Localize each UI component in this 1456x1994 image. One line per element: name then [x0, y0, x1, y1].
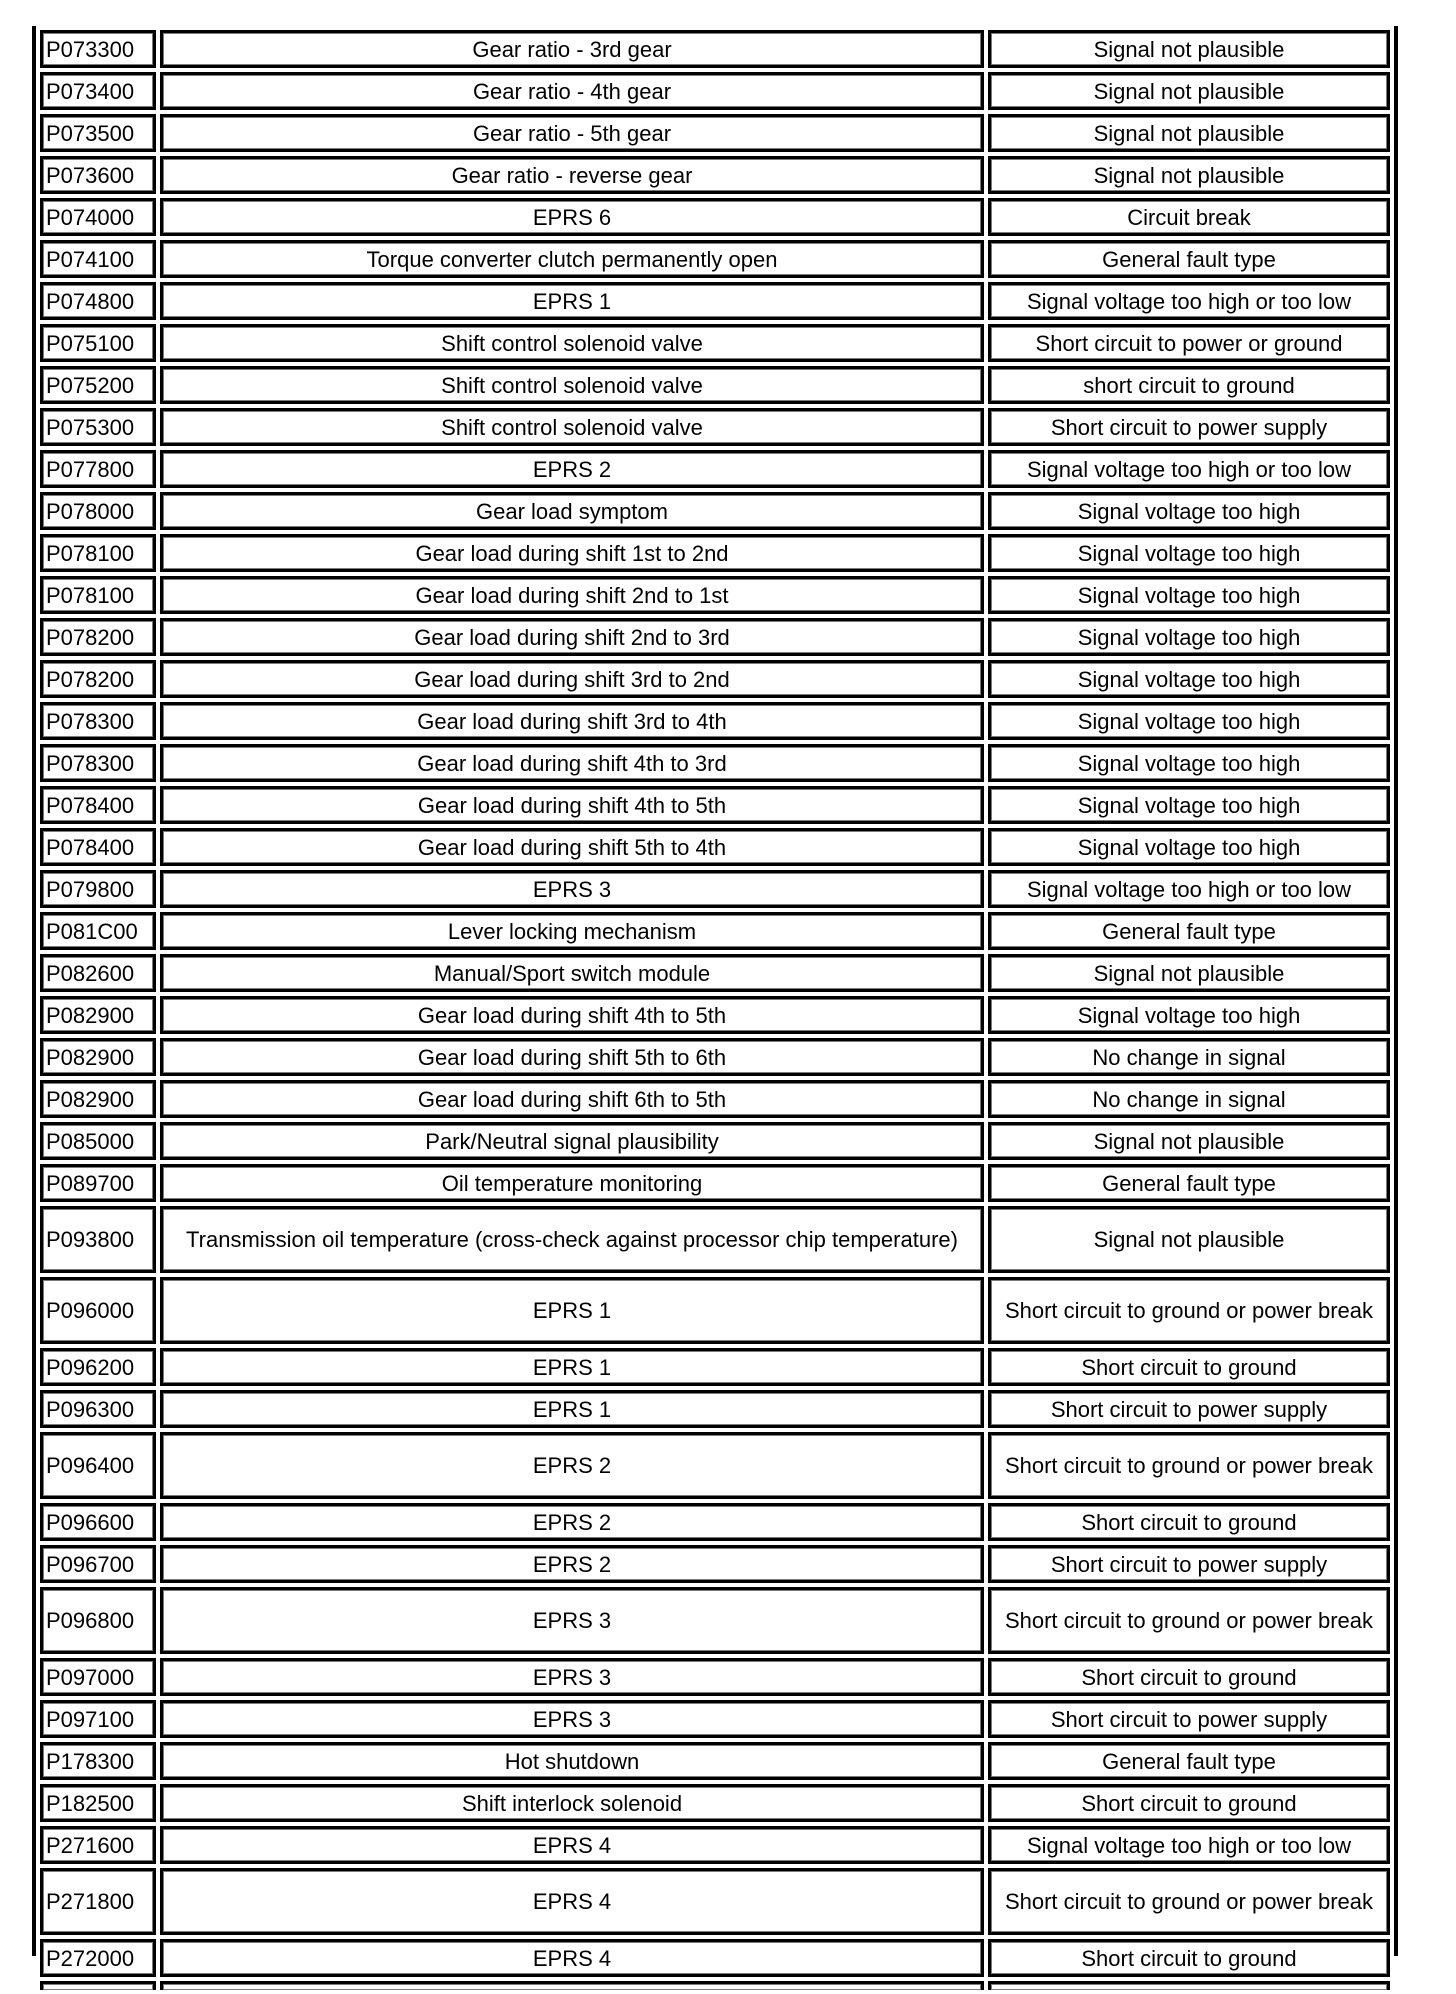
- component-cell: Gear load during shift 3rd to 2nd: [160, 660, 984, 698]
- component-cell: EPRS 3: [160, 1587, 984, 1654]
- dtc-code-cell: P073600: [40, 156, 156, 194]
- component-cell: Manual/Sport switch module: [160, 954, 984, 992]
- table-row: [40, 912, 1390, 950]
- fault-type-cell: Signal voltage too high: [988, 828, 1390, 866]
- component-cell: Transmission oil temperature (cross-check against processor chip temperature): [160, 1206, 984, 1273]
- dtc-code-cell: P073300: [40, 30, 156, 68]
- dtc-code-cell: P078000: [40, 492, 156, 530]
- dtc-code-cell: P096600: [40, 1503, 156, 1541]
- component-cell: Gear load during shift 4th to 5th: [160, 786, 984, 824]
- dtc-code-cell: P074100: [40, 240, 156, 278]
- fault-type-cell: Short circuit to power or ground: [988, 324, 1390, 362]
- fault-type-cell: Short circuit to ground or power break: [988, 1277, 1390, 1344]
- dtc-code-cell: P078300: [40, 744, 156, 782]
- component-cell: Gear ratio - 3rd gear: [160, 30, 984, 68]
- table-row: [40, 324, 1390, 362]
- component-cell: Shift control solenoid valve: [160, 408, 984, 446]
- component-cell: EPRS 4: [160, 1826, 984, 1864]
- dtc-code-cell: P074800: [40, 282, 156, 320]
- component-cell: EPRS 2: [160, 1545, 984, 1583]
- component-cell: EPRS 1: [160, 1348, 984, 1386]
- fault-type-cell: Signal voltage too high: [988, 534, 1390, 572]
- table-row: [40, 1432, 1390, 1499]
- component-cell: Shift control solenoid valve: [160, 366, 984, 404]
- table-row: [40, 1038, 1390, 1076]
- dtc-code-cell: P074000: [40, 198, 156, 236]
- component-cell: EPRS 4: [160, 1868, 984, 1935]
- table-row: [40, 1658, 1390, 1696]
- table-row: [40, 450, 1390, 488]
- component-cell: Shift control solenoid valve: [160, 324, 984, 362]
- dtc-code-cell: P182500: [40, 1784, 156, 1822]
- component-cell: EPRS 3: [160, 870, 984, 908]
- component-cell: Gear load during shift 4th to 5th: [160, 996, 984, 1034]
- fault-type-cell: Signal voltage too high: [988, 702, 1390, 740]
- fault-type-cell: Signal not plausible: [988, 114, 1390, 152]
- component-cell: Gear load during shift 2nd to 3rd: [160, 618, 984, 656]
- component-cell: Gear load during shift 5th to 6th: [160, 1038, 984, 1076]
- table-row-continued: [40, 1981, 1390, 1990]
- dtc-code-cell: P178300: [40, 1742, 156, 1780]
- table-row: [40, 618, 1390, 656]
- dtc-code-cell: P271600: [40, 1826, 156, 1864]
- dtc-code-cell: P096200: [40, 1348, 156, 1386]
- dtc-code-cell: P078200: [40, 660, 156, 698]
- fault-type-cell: Short circuit to ground or power break: [988, 1587, 1390, 1654]
- fault-type-cell: Short circuit to ground: [988, 1503, 1390, 1541]
- fault-type-cell: No change in signal: [988, 1080, 1390, 1118]
- fault-type-cell: General fault type: [988, 1742, 1390, 1780]
- fault-type-cell: Signal voltage too high: [988, 618, 1390, 656]
- component-cell: EPRS 1: [160, 1277, 984, 1344]
- dtc-code-cell: P077800: [40, 450, 156, 488]
- table-row: [40, 1939, 1390, 1977]
- table-row: [40, 1164, 1390, 1202]
- fault-type-cell: Short circuit to power supply: [988, 1390, 1390, 1428]
- dtc-code-cell: P078100: [40, 534, 156, 572]
- table-row: [40, 30, 1390, 68]
- component-cell: Gear load during shift 1st to 2nd: [160, 534, 984, 572]
- fault-type-cell: Short circuit to ground: [988, 1939, 1390, 1977]
- component-cell: Park/Neutral signal plausibility: [160, 1122, 984, 1160]
- table-row: [40, 240, 1390, 278]
- dtc-code-cell: P096800: [40, 1587, 156, 1654]
- fault-type-cell: Signal voltage too high: [988, 576, 1390, 614]
- dtc-code-cell: P271800: [40, 1868, 156, 1935]
- table-row: [40, 492, 1390, 530]
- table-row: [40, 408, 1390, 446]
- table-row: [40, 1277, 1390, 1344]
- table-row: [40, 534, 1390, 572]
- table-row: [40, 744, 1390, 782]
- table-row: [40, 198, 1390, 236]
- fault-type-cell: Signal not plausible: [988, 1206, 1390, 1273]
- continued-cell: [40, 1981, 156, 1990]
- fault-type-cell: General fault type: [988, 1164, 1390, 1202]
- dtc-code-cell: P073400: [40, 72, 156, 110]
- fault-type-cell: Signal not plausible: [988, 1122, 1390, 1160]
- fault-type-cell: General fault type: [988, 240, 1390, 278]
- dtc-code-cell: P075100: [40, 324, 156, 362]
- component-cell: Gear ratio - reverse gear: [160, 156, 984, 194]
- component-cell: EPRS 2: [160, 450, 984, 488]
- table-row: [40, 1784, 1390, 1822]
- component-cell: EPRS 1: [160, 1390, 984, 1428]
- component-cell: Gear ratio - 4th gear: [160, 72, 984, 110]
- component-cell: Torque converter clutch permanently open: [160, 240, 984, 278]
- table-row: [40, 702, 1390, 740]
- dtc-code-cell: P272000: [40, 1939, 156, 1977]
- dtc-code-cell: P093800: [40, 1206, 156, 1273]
- component-cell: EPRS 3: [160, 1658, 984, 1696]
- component-cell: EPRS 3: [160, 1700, 984, 1738]
- dtc-code-cell: P075300: [40, 408, 156, 446]
- fault-type-cell: Short circuit to power supply: [988, 408, 1390, 446]
- table-row: [40, 660, 1390, 698]
- fault-type-cell: Signal not plausible: [988, 954, 1390, 992]
- fault-type-cell: Signal voltage too high or too low: [988, 282, 1390, 320]
- component-cell: EPRS 6: [160, 198, 984, 236]
- fault-type-cell: Short circuit to ground: [988, 1348, 1390, 1386]
- table-row: [40, 1868, 1390, 1935]
- table-row: [40, 1390, 1390, 1428]
- dtc-code-cell: P078400: [40, 828, 156, 866]
- dtc-code-cell: P082600: [40, 954, 156, 992]
- table-row: [40, 1545, 1390, 1583]
- fault-type-cell: Signal voltage too high: [988, 660, 1390, 698]
- fault-type-cell: short circuit to ground: [988, 366, 1390, 404]
- fault-type-cell: Signal voltage too high: [988, 996, 1390, 1034]
- fault-type-cell: Signal voltage too high or too low: [988, 870, 1390, 908]
- component-cell: Gear load during shift 3rd to 4th: [160, 702, 984, 740]
- dtc-code-cell: P096300: [40, 1390, 156, 1428]
- component-cell: Gear load symptom: [160, 492, 984, 530]
- dtc-code-cell: P082900: [40, 1038, 156, 1076]
- table-row: [40, 1348, 1390, 1386]
- dtc-table: [36, 26, 1394, 1994]
- dtc-code-cell: P096000: [40, 1277, 156, 1344]
- table-row: [40, 1503, 1390, 1541]
- table-row: [40, 1206, 1390, 1273]
- fault-type-cell: Short circuit to ground: [988, 1784, 1390, 1822]
- dtc-code-cell: P082900: [40, 996, 156, 1034]
- fault-type-cell: Short circuit to ground or power break: [988, 1432, 1390, 1499]
- component-cell: Gear ratio - 5th gear: [160, 114, 984, 152]
- dtc-code-cell: P096400: [40, 1432, 156, 1499]
- continued-cell: [160, 1981, 984, 1990]
- component-cell: Gear load during shift 4th to 3rd: [160, 744, 984, 782]
- fault-type-cell: Short circuit to power supply: [988, 1545, 1390, 1583]
- component-cell: EPRS 1: [160, 282, 984, 320]
- fault-type-cell: Signal voltage too high: [988, 786, 1390, 824]
- dtc-code-cell: P089700: [40, 1164, 156, 1202]
- table-row: [40, 1826, 1390, 1864]
- component-cell: Gear load during shift 6th to 5th: [160, 1080, 984, 1118]
- component-cell: EPRS 4: [160, 1939, 984, 1977]
- component-cell: EPRS 2: [160, 1503, 984, 1541]
- component-cell: Hot shutdown: [160, 1742, 984, 1780]
- dtc-code-cell: P082900: [40, 1080, 156, 1118]
- table-row: [40, 1080, 1390, 1118]
- dtc-code-cell: P081C00: [40, 912, 156, 950]
- component-cell: Gear load during shift 2nd to 1st: [160, 576, 984, 614]
- table-row: [40, 1742, 1390, 1780]
- fault-type-cell: Short circuit to ground: [988, 1658, 1390, 1696]
- dtc-code-cell: P078400: [40, 786, 156, 824]
- component-cell: Oil temperature monitoring: [160, 1164, 984, 1202]
- fault-type-cell: Signal not plausible: [988, 72, 1390, 110]
- table-row: [40, 1587, 1390, 1654]
- dtc-code-cell: P078300: [40, 702, 156, 740]
- dtc-code-cell: P075200: [40, 366, 156, 404]
- continued-cell: [988, 1981, 1390, 1990]
- table-row: [40, 72, 1390, 110]
- table-row: [40, 366, 1390, 404]
- fault-type-cell: General fault type: [988, 912, 1390, 950]
- dtc-code-cell: P085000: [40, 1122, 156, 1160]
- table-row: [40, 828, 1390, 866]
- fault-type-cell: Signal voltage too high: [988, 744, 1390, 782]
- fault-type-cell: Signal not plausible: [988, 30, 1390, 68]
- fault-type-cell: Circuit break: [988, 198, 1390, 236]
- fault-type-cell: Signal voltage too high or too low: [988, 450, 1390, 488]
- fault-type-cell: Signal not plausible: [988, 156, 1390, 194]
- dtc-document-page: [32, 26, 1398, 1971]
- fault-type-cell: Signal voltage too high or too low: [988, 1826, 1390, 1864]
- component-cell: EPRS 2: [160, 1432, 984, 1499]
- dtc-code-cell: P097000: [40, 1658, 156, 1696]
- table-row: [40, 870, 1390, 908]
- fault-type-cell: Signal voltage too high: [988, 492, 1390, 530]
- table-row: [40, 954, 1390, 992]
- table-row: [40, 282, 1390, 320]
- dtc-code-cell: P097100: [40, 1700, 156, 1738]
- table-row: [40, 996, 1390, 1034]
- table-row: [40, 576, 1390, 614]
- dtc-code-cell: P079800: [40, 870, 156, 908]
- table-row: [40, 114, 1390, 152]
- table-row: [40, 1700, 1390, 1738]
- component-cell: Lever locking mechanism: [160, 912, 984, 950]
- fault-type-cell: Short circuit to power supply: [988, 1700, 1390, 1738]
- table-row: [40, 156, 1390, 194]
- dtc-code-cell: P073500: [40, 114, 156, 152]
- dtc-table-body: [40, 30, 1390, 1990]
- dtc-code-cell: P078100: [40, 576, 156, 614]
- component-cell: Gear load during shift 5th to 4th: [160, 828, 984, 866]
- fault-type-cell: No change in signal: [988, 1038, 1390, 1076]
- dtc-code-cell: P078200: [40, 618, 156, 656]
- table-row: [40, 1122, 1390, 1160]
- fault-type-cell: Short circuit to ground or power break: [988, 1868, 1390, 1935]
- component-cell: Shift interlock solenoid: [160, 1784, 984, 1822]
- table-row: [40, 786, 1390, 824]
- dtc-code-cell: P096700: [40, 1545, 156, 1583]
